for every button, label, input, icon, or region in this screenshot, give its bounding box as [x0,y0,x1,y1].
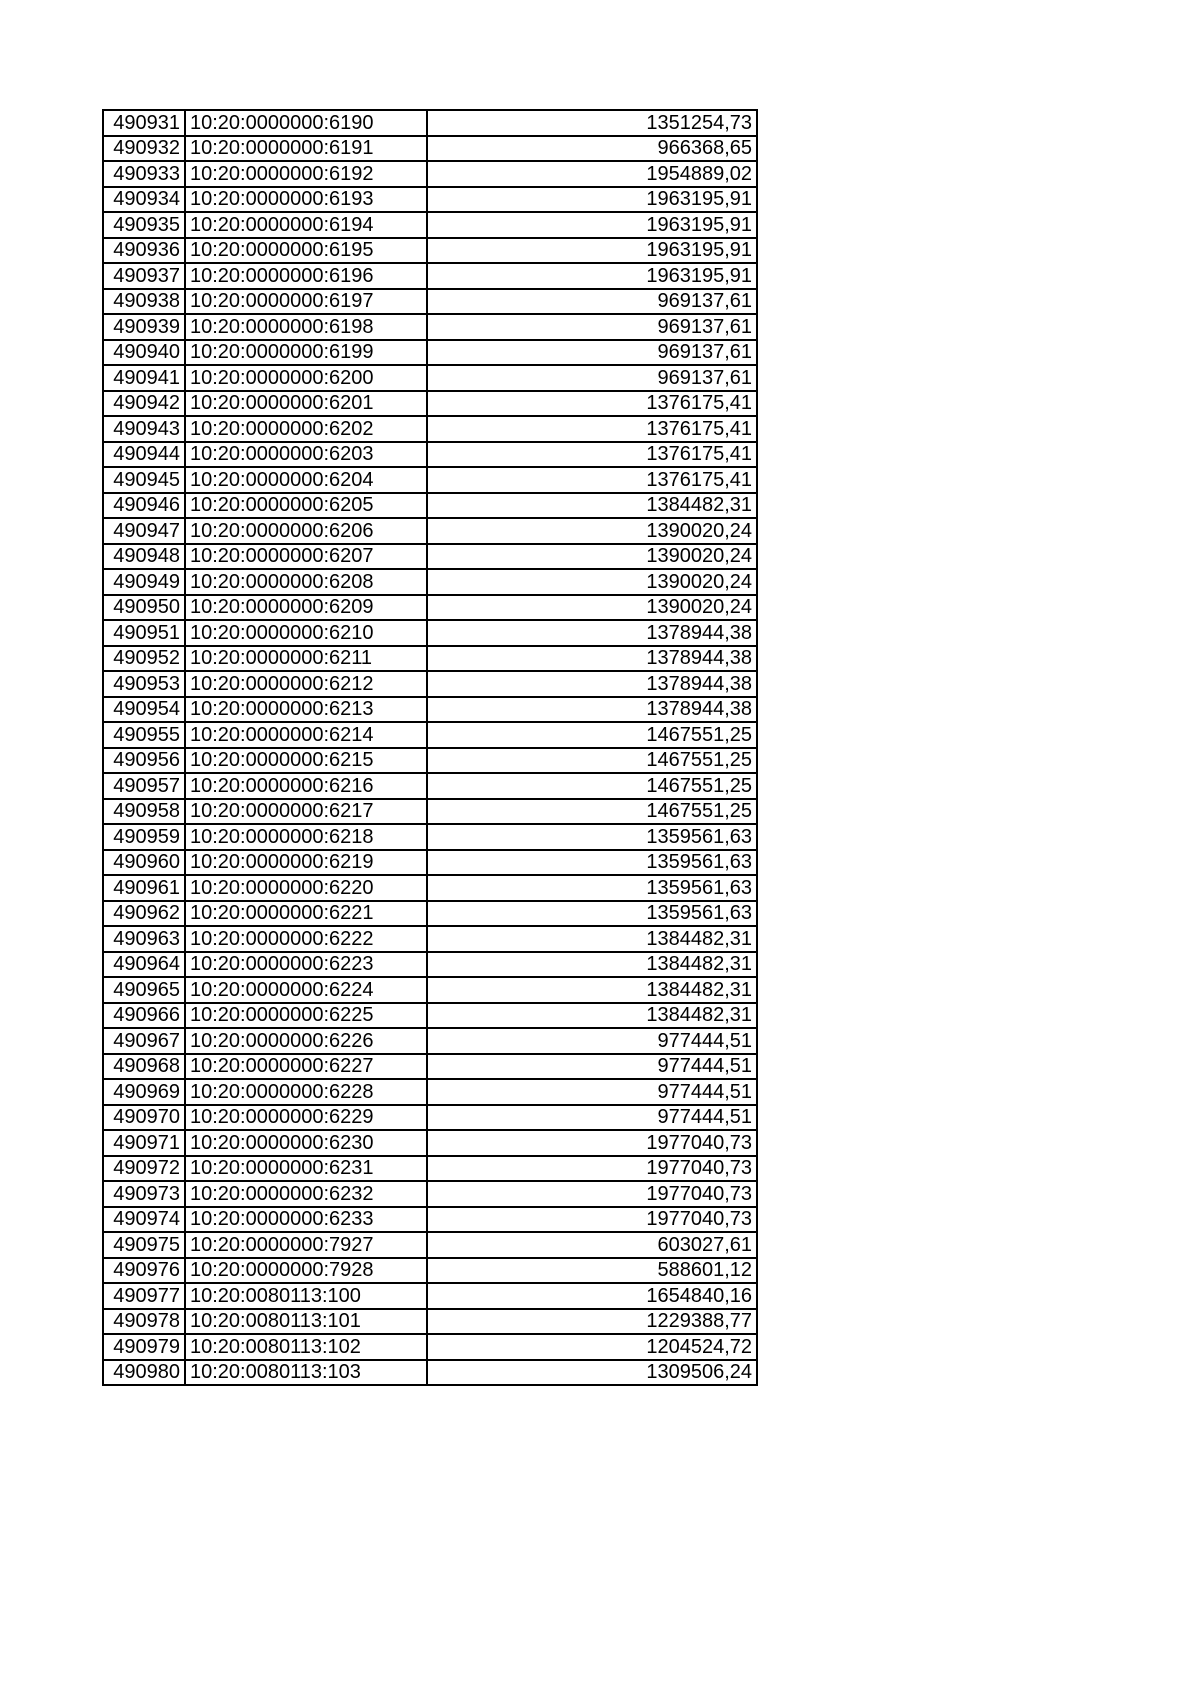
row-id-cell: 490946 [103,493,185,519]
row-id-cell: 490979 [103,1334,185,1360]
table-row [103,1028,757,1054]
value-cell: 1977040,73 [427,1207,757,1233]
row-id-cell: 490959 [103,824,185,850]
table-row [103,442,757,468]
value-cell: 1378944,38 [427,697,757,723]
cadastral-number-cell: 10:20:0000000:6201 [185,391,427,417]
row-id-cell: 490957 [103,773,185,799]
table-row [103,467,757,493]
row-id-cell: 490962 [103,901,185,927]
row-id-cell: 490956 [103,748,185,774]
value-cell: 1359561,63 [427,875,757,901]
row-id-cell: 490945 [103,467,185,493]
value-cell: 1359561,63 [427,901,757,927]
value-cell: 1977040,73 [427,1181,757,1207]
cadastral-number-cell: 10:20:0000000:6219 [185,850,427,876]
table-row [103,187,757,213]
row-id-cell: 490980 [103,1360,185,1386]
value-cell: 1384482,31 [427,977,757,1003]
value-cell: 966368,65 [427,136,757,162]
table-row [103,748,757,774]
table-row [103,110,757,136]
cadastral-number-cell: 10:20:0000000:6223 [185,952,427,978]
value-cell: 1378944,38 [427,620,757,646]
cadastral-number-cell: 10:20:0000000:6227 [185,1054,427,1080]
cadastral-number-cell: 10:20:0000000:6190 [185,110,427,136]
table-row [103,365,757,391]
row-id-cell: 490963 [103,926,185,952]
value-cell: 1390020,24 [427,595,757,621]
table-row [103,620,757,646]
table-row [103,1258,757,1284]
value-cell: 977444,51 [427,1028,757,1054]
table-row [103,926,757,952]
row-id-cell: 490953 [103,671,185,697]
value-cell: 969137,61 [427,365,757,391]
value-cell: 1309506,24 [427,1360,757,1386]
value-cell: 1359561,63 [427,824,757,850]
row-id-cell: 490948 [103,544,185,570]
value-cell: 1963195,91 [427,238,757,264]
value-cell: 1977040,73 [427,1156,757,1182]
row-id-cell: 490978 [103,1309,185,1335]
table-row [103,671,757,697]
row-id-cell: 490931 [103,110,185,136]
table-row [103,697,757,723]
cadastral-number-cell: 10:20:0000000:6221 [185,901,427,927]
table-row [103,289,757,315]
value-cell: 1467551,25 [427,799,757,825]
table-row [103,1283,757,1309]
table-row [103,722,757,748]
row-id-cell: 490933 [103,161,185,187]
table-row [103,773,757,799]
cadastral-number-cell: 10:20:0000000:6202 [185,416,427,442]
value-cell: 1467551,25 [427,773,757,799]
value-cell: 1963195,91 [427,263,757,289]
table-row [103,646,757,672]
table-row [103,1334,757,1360]
cadastral-number-cell: 10:20:0000000:6229 [185,1105,427,1131]
row-id-cell: 490932 [103,136,185,162]
table-row [103,977,757,1003]
row-id-cell: 490943 [103,416,185,442]
cadastral-number-cell: 10:20:0000000:6222 [185,926,427,952]
value-cell: 1378944,38 [427,671,757,697]
cadastral-number-cell: 10:20:0000000:6233 [185,1207,427,1233]
table-row [103,263,757,289]
cadastral-number-cell: 10:20:0000000:6208 [185,569,427,595]
cadastral-number-cell: 10:20:0000000:6207 [185,544,427,570]
value-cell: 977444,51 [427,1105,757,1131]
table-row [103,1105,757,1131]
cadastral-number-cell: 10:20:0000000:6218 [185,824,427,850]
cadastral-number-cell: 10:20:0000000:6204 [185,467,427,493]
cadastral-number-cell: 10:20:0000000:6225 [185,1003,427,1029]
value-cell: 1376175,41 [427,416,757,442]
cadastral-number-cell: 10:20:0000000:6199 [185,340,427,366]
row-id-cell: 490971 [103,1130,185,1156]
row-id-cell: 490937 [103,263,185,289]
row-id-cell: 490960 [103,850,185,876]
cadastral-number-cell: 10:20:0000000:6217 [185,799,427,825]
row-id-cell: 490972 [103,1156,185,1182]
row-id-cell: 490968 [103,1054,185,1080]
value-cell: 1654840,16 [427,1283,757,1309]
cadastral-number-cell: 10:20:0000000:6191 [185,136,427,162]
value-cell: 1390020,24 [427,569,757,595]
row-id-cell: 490950 [103,595,185,621]
row-id-cell: 490967 [103,1028,185,1054]
row-id-cell: 490955 [103,722,185,748]
row-id-cell: 490976 [103,1258,185,1284]
row-id-cell: 490974 [103,1207,185,1233]
table-row [103,314,757,340]
table-row [103,952,757,978]
row-id-cell: 490942 [103,391,185,417]
table-row [103,161,757,187]
value-cell: 1376175,41 [427,467,757,493]
table-body [103,110,757,1385]
value-cell: 1467551,25 [427,748,757,774]
value-cell: 1384482,31 [427,926,757,952]
cadastral-number-cell: 10:20:0000000:6206 [185,518,427,544]
cadastral-number-cell: 10:20:0000000:6224 [185,977,427,1003]
table-row [103,1232,757,1258]
table-row [103,1207,757,1233]
value-cell: 977444,51 [427,1054,757,1080]
cadastral-number-cell: 10:20:0000000:7927 [185,1232,427,1258]
value-cell: 969137,61 [427,289,757,315]
cadastral-number-cell: 10:20:0000000:6195 [185,238,427,264]
value-cell: 969137,61 [427,340,757,366]
document-page [102,109,758,1386]
row-id-cell: 490941 [103,365,185,391]
value-cell: 1376175,41 [427,442,757,468]
table-row [103,1181,757,1207]
value-cell: 1229388,77 [427,1309,757,1335]
cadastral-number-cell: 10:20:0080113:100 [185,1283,427,1309]
cadastral-number-cell: 10:20:0000000:6215 [185,748,427,774]
row-id-cell: 490964 [103,952,185,978]
row-id-cell: 490938 [103,289,185,315]
table-row [103,850,757,876]
table-row [103,340,757,366]
row-id-cell: 490934 [103,187,185,213]
value-cell: 1384482,31 [427,952,757,978]
row-id-cell: 490966 [103,1003,185,1029]
cadastral-number-cell: 10:20:0080113:101 [185,1309,427,1335]
cadastral-number-cell: 10:20:0000000:6213 [185,697,427,723]
cadastral-number-cell: 10:20:0000000:6232 [185,1181,427,1207]
value-cell: 1351254,73 [427,110,757,136]
cadastral-number-cell: 10:20:0000000:6200 [185,365,427,391]
table-row [103,1360,757,1386]
table-row [103,416,757,442]
cadastral-number-cell: 10:20:0000000:6228 [185,1079,427,1105]
cadastral-number-cell: 10:20:0000000:6209 [185,595,427,621]
row-id-cell: 490944 [103,442,185,468]
table-row [103,799,757,825]
row-id-cell: 490973 [103,1181,185,1207]
row-id-cell: 490958 [103,799,185,825]
row-id-cell: 490939 [103,314,185,340]
row-id-cell: 490954 [103,697,185,723]
row-id-cell: 490952 [103,646,185,672]
cadastral-number-cell: 10:20:0000000:6211 [185,646,427,672]
table-row [103,1130,757,1156]
table-row [103,518,757,544]
cadastral-number-cell: 10:20:0000000:6212 [185,671,427,697]
table-row [103,901,757,927]
cadastral-number-cell: 10:20:0000000:6196 [185,263,427,289]
row-id-cell: 490961 [103,875,185,901]
table-row [103,1079,757,1105]
row-id-cell: 490975 [103,1232,185,1258]
value-cell: 1390020,24 [427,518,757,544]
table-row [103,212,757,238]
data-table [102,109,758,1386]
cadastral-number-cell: 10:20:0000000:6203 [185,442,427,468]
value-cell: 1954889,02 [427,161,757,187]
row-id-cell: 490936 [103,238,185,264]
cadastral-number-cell: 10:20:0000000:6216 [185,773,427,799]
row-id-cell: 490949 [103,569,185,595]
cadastral-number-cell: 10:20:0000000:6197 [185,289,427,315]
value-cell: 1384482,31 [427,1003,757,1029]
value-cell: 1384482,31 [427,493,757,519]
value-cell: 1977040,73 [427,1130,757,1156]
cadastral-number-cell: 10:20:0000000:6220 [185,875,427,901]
cadastral-number-cell: 10:20:0000000:6214 [185,722,427,748]
cadastral-number-cell: 10:20:0000000:6226 [185,1028,427,1054]
table-row [103,1003,757,1029]
cadastral-number-cell: 10:20:0080113:103 [185,1360,427,1386]
cadastral-number-cell: 10:20:0000000:6192 [185,161,427,187]
value-cell: 969137,61 [427,314,757,340]
row-id-cell: 490977 [103,1283,185,1309]
table-row [103,136,757,162]
cadastral-number-cell: 10:20:0000000:6194 [185,212,427,238]
cadastral-number-cell: 10:20:0000000:6210 [185,620,427,646]
value-cell: 588601,12 [427,1258,757,1284]
cadastral-number-cell: 10:20:0000000:6231 [185,1156,427,1182]
row-id-cell: 490940 [103,340,185,366]
table-row [103,1309,757,1335]
table-row [103,391,757,417]
row-id-cell: 490970 [103,1105,185,1131]
value-cell: 1359561,63 [427,850,757,876]
row-id-cell: 490947 [103,518,185,544]
table-row [103,493,757,519]
table-row [103,569,757,595]
cadastral-number-cell: 10:20:0080113:102 [185,1334,427,1360]
table-row [103,1156,757,1182]
row-id-cell: 490965 [103,977,185,1003]
cadastral-number-cell: 10:20:0000000:7928 [185,1258,427,1284]
table-row [103,875,757,901]
value-cell: 603027,61 [427,1232,757,1258]
table-row [103,595,757,621]
cadastral-number-cell: 10:20:0000000:6198 [185,314,427,340]
row-id-cell: 490969 [103,1079,185,1105]
value-cell: 1963195,91 [427,212,757,238]
table-row [103,824,757,850]
cadastral-number-cell: 10:20:0000000:6230 [185,1130,427,1156]
value-cell: 1467551,25 [427,722,757,748]
cadastral-number-cell: 10:20:0000000:6193 [185,187,427,213]
cadastral-number-cell: 10:20:0000000:6205 [185,493,427,519]
value-cell: 1390020,24 [427,544,757,570]
table-row [103,1054,757,1080]
table-row [103,544,757,570]
value-cell: 977444,51 [427,1079,757,1105]
value-cell: 1376175,41 [427,391,757,417]
table-row [103,238,757,264]
row-id-cell: 490951 [103,620,185,646]
row-id-cell: 490935 [103,212,185,238]
value-cell: 1204524,72 [427,1334,757,1360]
value-cell: 1963195,91 [427,187,757,213]
value-cell: 1378944,38 [427,646,757,672]
